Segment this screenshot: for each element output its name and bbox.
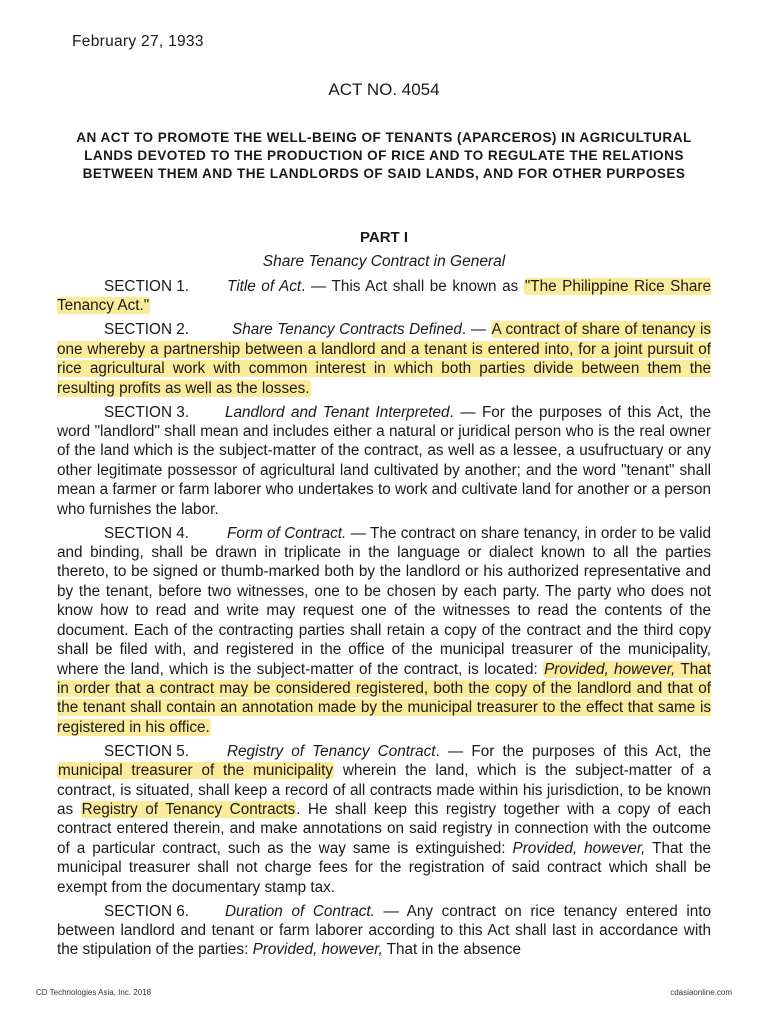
proviso-text: Provided, however, [544,660,676,678]
highlighted-text: Registry of Tenancy Contracts [81,800,296,818]
proviso-text: Provided, however, [252,941,383,959]
act-number: ACT NO. 4054 [328,80,440,99]
proviso-text: Provided, however, [512,839,646,857]
part-subtitle: Share Tenancy Contract in General [262,253,506,270]
section-4 [57,524,711,737]
section-number: SECTION 1. [104,278,189,295]
section-text: That the municipal treasurer shall not charge fees for the registration of said contract which shall be exempt from the documentary stamp tax. [57,839,711,896]
section-2 [57,320,711,398]
section-number: SECTION 4. [104,524,189,542]
document-date: February 27, 1933 [72,33,204,50]
section-number: SECTION 6. [104,902,189,920]
section-3 [57,403,711,519]
highlighted-text: "The Philippine Rice Share Tenancy Act." [57,278,711,315]
section-6 [57,902,711,960]
footer-website[interactable]: cdasiaonline.com [670,988,732,997]
section-text: wherein the land, which is the subject-matter of a contract, is situated, shall keep a record of all contracts made within his jurisdiction, to be known as [57,762,711,818]
section-heading: Title of Act [227,278,302,295]
section-text: That in the absence [382,941,522,959]
section-heading: Share Tenancy Contracts Defined [232,321,462,339]
section-5 [57,742,711,897]
section-1 [57,277,711,316]
section-text: — The contract on share tenancy, in order to be valid and binding, shall be drawn in triplicate in the language or dialect known to all the parties thereto, to be signed or thumb-marked both by the landlord or his authorized representative and by the tenant, before two witnesses, one to be chosen by each party. The party who does not know how to read and write may request one of the witnesses to read the contents of the document. Each of the contracting parties shall retain a copy of the contract and the third copy shall be filed with, and registered in the office of the municipal treasurer of the municipality, where the land, which is the subject-matter of the contract, is located: [57,524,711,678]
section-heading: Landlord and Tenant Interpreted [225,403,450,421]
section-text: . He shall keep this registry together with a copy of each contract entered therein, and make annotations on said registry in connection with the outcome of a particular contract, such as the way same is extinguished: [57,800,712,857]
part-heading: PART I [359,229,409,246]
section-heading: Registry of Tenancy Contract [227,742,436,760]
highlighted-proviso-text: That in order that a contract may be considered registered, both the copy of the landlord and that of the tenant shall contain an annotation made by the municipal treasurer to the effect that same is registered in his office. [57,660,711,736]
section-number: SECTION 2. [104,321,189,339]
section-number: SECTION 3. [104,403,189,421]
act-title: AN ACT TO PROMOTE THE WELL-BEING OF TENANTS (APARCEROS) IN AGRICULTURAL LANDS DEVOTED TO THE PRODUCTION OF RICE AND TO REGULATE THE RELATIONS BETWEEN THEM AND THE LANDLORDS OF SAID LANDS, AND FOR OTHER PURPOSES [76,130,692,181]
section-heading: Duration of Contract. [225,902,375,920]
section-text: . — This Act shall be known as [301,278,524,295]
footer-publisher: CD Technologies Asia, Inc. 2018 [36,988,152,997]
section-text: . — For the purposes of this Act, the [435,742,711,760]
highlighted-text: municipal treasurer of the municipality [58,762,334,780]
section-text: — Any contract on rice tenancy entered into between landlord and tenant or farm laborer according to this Act shall last in accordance with the stipulation of the parties: [57,902,712,959]
section-number: SECTION 5. [104,742,189,760]
section-text: . — For the purposes of this Act, the word "landlord" shall mean and includes either a natural or juridical person who is the real owner of the land which is the subject-matter of the contract, as well as a lessee, a usufructuary or any other legitimate possessor of agricultural land cultivated by another; and the word "tenant" shall mean a farmer or farm laborer who undertakes to work and cultivate land for another or a person who furnishes the labor. [57,403,711,518]
document-body [57,277,711,964]
highlighted-text: A contract of share of tenancy is one whereby a partnership between a landlord and a tenant is entered into, for a joint pursuit of rice agricultural work with common interest in which both parties divide between them the resulting profits as well as the losses. [57,321,711,397]
section-text: . — [461,321,491,339]
section-heading: Form of Contract. [227,524,347,542]
